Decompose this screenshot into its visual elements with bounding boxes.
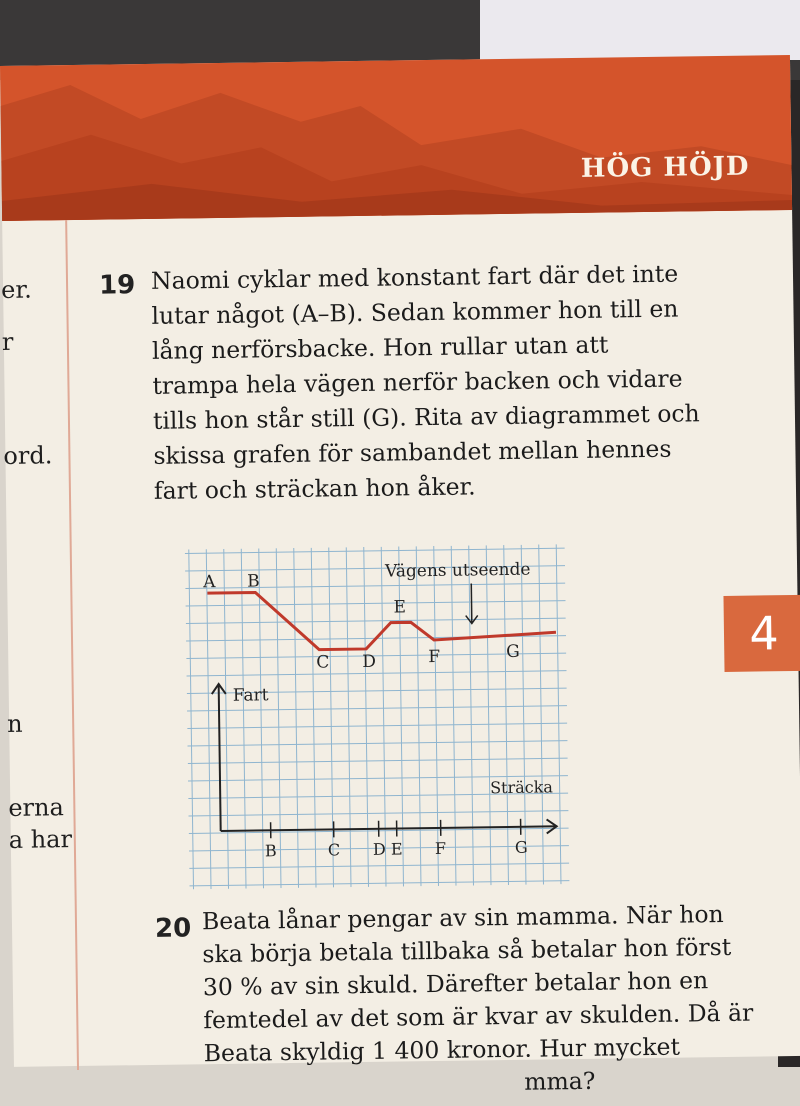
grid-lines bbox=[185, 544, 570, 889]
text-line: skissa grafen för sambandet mellan hennes bbox=[153, 431, 700, 474]
margin-fragment: a har bbox=[9, 825, 73, 854]
grid-line bbox=[187, 706, 567, 711]
text-line: Beata skyldig 1 400 kronor. Hur mycket bbox=[204, 1030, 754, 1071]
grid-line bbox=[486, 545, 491, 885]
road-point-label: D bbox=[362, 652, 376, 672]
x-tick-label: E bbox=[391, 839, 403, 858]
text-line: Beata lånar pengar av sin mamma. När hon bbox=[202, 898, 752, 939]
x-tick-label: B bbox=[265, 841, 277, 860]
grid-line bbox=[206, 549, 211, 889]
y-axis bbox=[219, 684, 221, 831]
pointer-arrow-line bbox=[471, 583, 472, 623]
grid-line bbox=[276, 548, 281, 888]
x-tick-label: C bbox=[328, 840, 341, 859]
road-point-label: G bbox=[506, 642, 520, 662]
grid-line bbox=[294, 548, 299, 888]
grid-line bbox=[451, 546, 456, 886]
grid-line bbox=[521, 545, 526, 885]
grid-line bbox=[224, 549, 229, 889]
grid-line bbox=[185, 548, 565, 553]
text-line: 30 % av sin skuld. Därefter betalar hon en bbox=[203, 964, 753, 1005]
text-line: lutar något (A–B). Sedan kommer hon till en bbox=[151, 291, 698, 334]
grid-line bbox=[556, 544, 561, 884]
text-line: fart och sträckan hon åker. bbox=[154, 466, 701, 509]
margin-fragment: ord. bbox=[3, 441, 52, 470]
chapter-tab: 4 bbox=[723, 595, 800, 672]
grid-line bbox=[504, 545, 509, 885]
grid-line bbox=[241, 549, 246, 889]
grid-line bbox=[189, 881, 569, 886]
road-point-label: C bbox=[316, 652, 329, 672]
grid-line bbox=[186, 601, 566, 606]
grid-line bbox=[311, 548, 316, 888]
text-line: femtedel av det som är kvar av skulden. Då är bbox=[203, 997, 753, 1038]
grid-line bbox=[416, 546, 421, 886]
x-axis-label: Sträcka bbox=[490, 777, 553, 797]
margin-fragment: n bbox=[7, 710, 23, 738]
text-line: ska börja betala tillbaka så betalar hon först bbox=[202, 931, 752, 972]
road-point-label: F bbox=[428, 647, 440, 667]
grid-line bbox=[539, 545, 544, 885]
road-point-label: B bbox=[247, 571, 260, 591]
text-line: trampa hela vägen nerför backen och vidare bbox=[152, 361, 699, 404]
grid-line bbox=[188, 758, 568, 763]
problem-text bbox=[202, 898, 755, 1104]
section-banner bbox=[0, 55, 792, 221]
mountain-illustration bbox=[0, 55, 792, 221]
grid-line bbox=[189, 863, 569, 868]
margin-fragment: r bbox=[2, 328, 14, 356]
road-diagram-label: Vägens utseende bbox=[384, 560, 531, 582]
problem-text bbox=[151, 256, 701, 509]
text-line: tills hon står still (G). Rita av diagrammet och bbox=[153, 396, 700, 439]
grid-line bbox=[188, 741, 568, 746]
text-line: lång nerförsbacke. Hon rullar utan att bbox=[152, 326, 699, 369]
grid-line bbox=[381, 547, 386, 887]
text-line: mma? bbox=[204, 1063, 754, 1104]
margin-line bbox=[65, 220, 79, 1070]
grid-line bbox=[434, 546, 439, 886]
road-point-label: A bbox=[202, 572, 216, 592]
x-tick-label: F bbox=[435, 839, 446, 858]
x-axis-ticks bbox=[265, 819, 528, 861]
grid-line bbox=[187, 723, 567, 728]
grid-line bbox=[185, 583, 565, 588]
background-top-light bbox=[480, 0, 800, 60]
grid-figure bbox=[185, 544, 570, 889]
road-point-label: E bbox=[393, 597, 406, 617]
grid-line bbox=[187, 671, 567, 676]
section-title: HÖG HÖJD bbox=[581, 152, 750, 184]
grid-line bbox=[329, 547, 334, 887]
textbook-page bbox=[0, 55, 800, 1067]
x-tick-label: G bbox=[515, 838, 528, 857]
margin-fragment: er. bbox=[1, 276, 32, 304]
problem-figure bbox=[185, 544, 570, 893]
grid-line bbox=[188, 811, 568, 816]
x-tick-label: D bbox=[373, 840, 386, 859]
problem-number: 19 bbox=[99, 270, 136, 301]
text-line: Naomi cyklar med konstant fart där det inte bbox=[151, 256, 698, 299]
y-axis-label: Fart bbox=[233, 685, 269, 705]
problem-number: 20 bbox=[155, 913, 192, 944]
margin-fragment: erna bbox=[8, 793, 64, 822]
grid-line bbox=[364, 547, 369, 887]
grid-line bbox=[189, 549, 194, 889]
grid-line bbox=[346, 547, 351, 887]
grid-line bbox=[186, 618, 566, 623]
